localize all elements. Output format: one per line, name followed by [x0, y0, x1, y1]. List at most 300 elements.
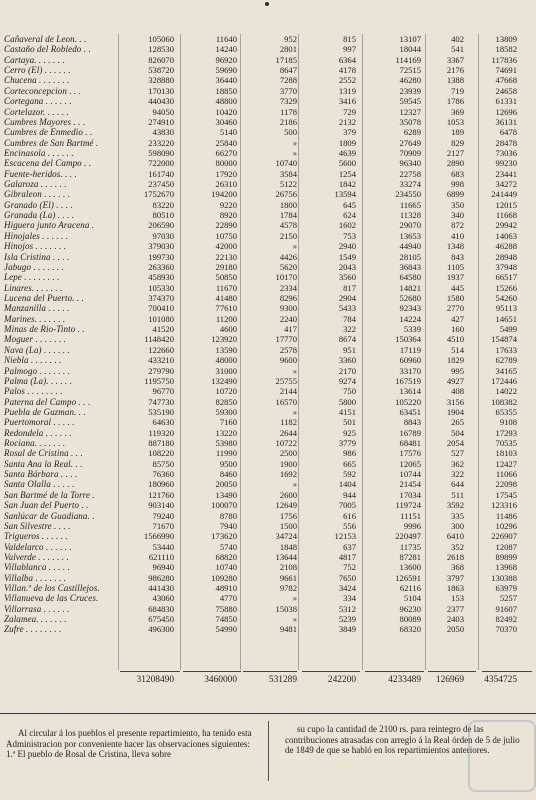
value-cell: 241449 [491, 189, 517, 200]
value-cell: 2377 [446, 603, 464, 614]
value-cell: 73036 [495, 147, 517, 158]
value-cell: 379 [343, 127, 356, 138]
value-cell: 68481 [399, 438, 421, 449]
value-cell: 592 [343, 469, 356, 480]
table-row [0, 521, 536, 531]
value-cell: 538720 [148, 65, 174, 76]
value-cell: 17119 [399, 344, 421, 355]
value-cell: 27649 [399, 137, 421, 148]
value-cell: 440430 [148, 96, 174, 107]
value-cell: 154874 [491, 334, 517, 345]
value-cell: 4600 [219, 324, 237, 335]
value-cell: 8843 [403, 417, 421, 428]
town-name: Higuera junto Aracena . [4, 220, 95, 231]
value-cell: 752 [343, 562, 356, 573]
value-cell: 59300 [215, 406, 237, 417]
value-cell: 35078 [399, 116, 421, 127]
table-row [0, 511, 536, 521]
value-cell: 2618 [446, 551, 464, 562]
table-row [0, 138, 536, 148]
value-cell: 97030 [152, 230, 174, 241]
value-cell: 22098 [495, 479, 517, 490]
value-cell: 63979 [495, 583, 517, 594]
value-cell: 1904 [446, 406, 464, 417]
value-cell: 63451 [399, 406, 421, 417]
table-row [0, 127, 536, 137]
town-name: Escacena del Campo . . [4, 158, 92, 169]
table-row [0, 86, 536, 96]
value-cell: 180960 [148, 479, 174, 490]
total-cell: 31208490 [136, 675, 174, 685]
value-cell: 1053 [446, 116, 464, 127]
table-row [0, 355, 536, 365]
town-name: Trigueros . . . . . . [4, 531, 68, 542]
value-cell: 5239 [338, 614, 356, 625]
value-cell: 2170 [338, 365, 356, 376]
town-name: Palma (La). . . . . . [4, 375, 73, 386]
section-divider [0, 713, 536, 714]
total-cell: 4233489 [388, 675, 421, 685]
value-cell: 1388 [446, 75, 464, 86]
value-cell: » [292, 241, 297, 252]
table-row [0, 604, 536, 614]
value-cell: 6410 [446, 531, 464, 542]
value-cell: 2108 [279, 562, 297, 573]
value-cell: 83220 [152, 199, 174, 210]
table-row [0, 428, 536, 438]
value-cell: 18103 [495, 448, 517, 459]
table-row [0, 448, 536, 458]
table-row [0, 220, 536, 230]
value-cell: 24658 [495, 85, 517, 96]
table-row [0, 386, 536, 396]
value-cell: » [292, 593, 297, 604]
value-cell: 12015 [495, 199, 517, 210]
value-cell: 1580 [446, 292, 464, 303]
town-name: Lepe . . . . . . . . [4, 272, 60, 283]
value-cell: 1800 [279, 199, 297, 210]
value-cell: 12427 [495, 458, 517, 469]
town-name: Moguer . . . . . . . [4, 334, 66, 345]
value-cell: 9220 [219, 199, 237, 210]
value-cell: 62116 [399, 583, 421, 594]
table-row [0, 500, 536, 510]
value-cell: 237450 [148, 179, 174, 190]
value-cell: 458930 [148, 272, 174, 283]
total-cell: 126969 [435, 675, 464, 685]
value-cell: 535190 [148, 406, 174, 417]
value-cell: 5312 [338, 603, 356, 614]
value-cell: 514 [451, 344, 464, 355]
value-cell: 2403 [446, 614, 464, 625]
town-name: Valverde . . . . . . . [4, 551, 69, 562]
value-cell: 13220 [215, 427, 237, 438]
value-cell: 34272 [495, 179, 517, 190]
total-rule [120, 671, 180, 672]
value-cell: 8920 [219, 210, 237, 221]
table-row [0, 376, 536, 386]
value-cell: 6899 [446, 189, 464, 200]
value-cell: 829 [451, 137, 464, 148]
value-cell: 7329 [279, 96, 297, 107]
value-cell: 92343 [399, 303, 421, 314]
town-name: Granada (La) . . . . [4, 210, 75, 221]
value-cell: 41480 [215, 292, 237, 303]
value-cell: 70909 [399, 147, 421, 158]
table-row [0, 303, 536, 313]
value-cell: 12065 [399, 458, 421, 469]
value-cell: 2500 [279, 448, 297, 459]
value-cell: 5740 [219, 541, 237, 552]
town-name: Santa Bárbara . . . . [4, 469, 78, 480]
total-rule [365, 671, 424, 672]
value-cell: 747730 [148, 396, 174, 407]
value-cell: 11328 [399, 210, 421, 221]
value-cell: 1182 [280, 417, 297, 428]
value-cell: 220497 [395, 531, 421, 542]
value-cell: 71670 [152, 520, 174, 531]
value-cell: 3367 [446, 54, 464, 65]
town-name: Isla Cristina . . . . [4, 251, 70, 262]
value-cell: 1348 [446, 241, 464, 252]
town-name: Rociana. . . . . . . [4, 438, 66, 449]
value-cell: 74850 [215, 614, 237, 625]
town-name: Gibraleon . . . . . . [4, 189, 71, 200]
value-cell: 11640 [215, 34, 237, 44]
value-cell: 1900 [279, 458, 297, 469]
value-cell: 616 [343, 510, 356, 521]
value-cell: 25840 [215, 137, 237, 148]
value-cell: 379030 [148, 241, 174, 252]
value-cell: 117836 [491, 54, 517, 65]
table-row [0, 593, 536, 603]
table-row [0, 44, 536, 54]
value-cell: 14022 [495, 386, 517, 397]
value-cell: 48910 [215, 583, 237, 594]
value-cell: 16789 [399, 427, 421, 438]
value-cell: 64580 [399, 272, 421, 283]
value-cell: 14240 [215, 44, 237, 55]
value-cell: 2578 [279, 344, 297, 355]
value-cell: 9782 [279, 583, 297, 594]
value-cell: 17545 [495, 489, 517, 500]
value-cell: 951 [343, 344, 356, 355]
value-cell: 1786 [446, 96, 464, 107]
town-name: Villalba . . . . . . . [4, 572, 67, 583]
value-cell: 18582 [495, 44, 517, 55]
value-cell: 95113 [495, 303, 517, 314]
value-cell: 9274 [338, 375, 356, 386]
value-cell: 13809 [495, 34, 517, 44]
value-cell: 274910 [148, 116, 174, 127]
value-cell: 4426 [279, 251, 297, 262]
value-cell: 79240 [152, 510, 174, 521]
table-row [0, 272, 536, 282]
value-cell: 1178 [280, 106, 297, 117]
value-cell: 2043 [338, 261, 356, 272]
table-row [0, 231, 536, 241]
value-cell: 1148420 [144, 334, 174, 345]
value-cell: 7160 [219, 417, 237, 428]
value-cell: 11670 [215, 282, 237, 293]
value-cell: 352 [451, 541, 464, 552]
value-cell: 16570 [275, 396, 297, 407]
value-cell: 54990 [215, 624, 237, 635]
value-cell: 132490 [211, 375, 237, 386]
table-row [0, 562, 536, 572]
value-cell: 13644 [275, 551, 297, 562]
value-cell: 5433 [338, 303, 356, 314]
value-cell: 2890 [446, 158, 464, 169]
value-cell: 34724 [275, 531, 297, 542]
value-cell: 9300 [279, 303, 297, 314]
value-cell: 4178 [338, 65, 356, 76]
value-cell: 13107 [399, 34, 421, 44]
value-cell: 817 [343, 282, 356, 293]
total-rule [243, 671, 297, 672]
town-name: San Silvestre . . . . [4, 520, 71, 531]
value-cell: 8780 [219, 510, 237, 521]
totals-row [0, 675, 536, 689]
value-cell: 18850 [215, 85, 237, 96]
table-row [0, 366, 536, 376]
value-cell: 72515 [399, 65, 421, 76]
table-row [0, 614, 536, 624]
value-cell: 36843 [399, 261, 421, 272]
value-cell: 952 [284, 34, 297, 44]
value-cell: 753 [343, 230, 356, 241]
total-cell: 531289 [268, 675, 297, 685]
value-cell: 527 [451, 448, 464, 459]
table-row [0, 469, 536, 479]
table-row [0, 117, 536, 127]
value-cell: 10740 [275, 158, 297, 169]
table-row [0, 552, 536, 562]
value-cell: 8647 [279, 65, 297, 76]
value-cell: 11151 [400, 510, 421, 521]
value-cell: 541 [451, 44, 464, 55]
value-cell: 50850 [215, 272, 237, 283]
value-cell: 2144 [279, 386, 297, 397]
value-cell: 1848 [279, 541, 297, 552]
value-cell: 82492 [495, 614, 517, 625]
value-cell: 1105 [447, 261, 464, 272]
value-cell: 496300 [148, 624, 174, 635]
value-cell: 17770 [275, 334, 297, 345]
value-cell: 944 [343, 489, 356, 500]
value-cell: 410 [451, 230, 464, 241]
value-cell: » [292, 479, 297, 490]
value-cell: 14063 [495, 230, 517, 241]
table-row [0, 407, 536, 417]
value-cell: 986 [343, 448, 356, 459]
value-cell: 4817 [338, 551, 356, 562]
value-cell: 44940 [399, 241, 421, 252]
value-cell: 46288 [495, 241, 517, 252]
town-name: Puertomoral . . . . . [4, 417, 75, 428]
value-cell: 14821 [399, 282, 421, 293]
value-cell: 130388 [491, 572, 517, 583]
value-cell: 96340 [399, 158, 421, 169]
town-name: Santa Ana la Real. . . [4, 458, 83, 469]
total-cell: 242200 [327, 675, 356, 685]
value-cell: 3592 [446, 500, 464, 511]
value-cell: 160 [451, 324, 464, 335]
value-cell: 26756 [275, 189, 297, 200]
value-cell: 1756 [279, 510, 297, 521]
value-cell: 1254 [338, 168, 356, 179]
value-cell: 986280 [148, 572, 174, 583]
value-cell: 925 [343, 427, 356, 438]
value-cell: 402 [451, 34, 464, 44]
value-cell: 65355 [495, 406, 517, 417]
value-cell: 23939 [399, 85, 421, 96]
value-cell: 7005 [338, 500, 356, 511]
value-cell: » [292, 137, 297, 148]
table-row [0, 148, 536, 158]
value-cell: 17920 [215, 168, 237, 179]
town-name: Corteconcepcion . . . [4, 85, 82, 96]
town-name: San Juan del Puerto . . [4, 500, 89, 511]
value-cell: 6289 [403, 127, 421, 138]
value-cell: 108382 [491, 396, 517, 407]
value-cell: 3156 [446, 396, 464, 407]
total-rule [302, 671, 360, 672]
value-cell: 29070 [399, 220, 421, 231]
table-row [0, 200, 536, 210]
value-cell: 887180 [148, 438, 174, 449]
value-cell: 82850 [215, 396, 237, 407]
value-cell: 12696 [495, 106, 517, 117]
table-row [0, 531, 536, 541]
table-row [0, 438, 536, 448]
town-name: Granado (El) . . . . [4, 199, 73, 210]
value-cell: 66270 [215, 147, 237, 158]
value-cell: 119724 [395, 500, 421, 511]
value-cell: 2940 [338, 241, 356, 252]
value-cell: 6364 [338, 54, 356, 65]
value-cell: 10744 [399, 469, 421, 480]
value-cell: 8460 [219, 469, 237, 480]
value-cell: 665 [343, 458, 356, 469]
value-cell: 10170 [275, 272, 297, 283]
library-stamp [468, 720, 536, 792]
value-cell: 1863 [446, 583, 464, 594]
table-row [0, 542, 536, 552]
total-rule [428, 671, 476, 672]
value-cell: 500 [284, 127, 297, 138]
value-cell: 10296 [495, 520, 517, 531]
value-cell: 14651 [495, 313, 517, 324]
value-cell: 13614 [399, 386, 421, 397]
value-cell: 23441 [495, 168, 517, 179]
table-row [0, 583, 536, 593]
value-cell: 59690 [215, 65, 237, 76]
town-name: Cumbres de Enmedio . . [4, 127, 93, 138]
value-cell: 66517 [495, 272, 517, 283]
value-cell: 3797 [446, 572, 464, 583]
value-cell: 2334 [279, 282, 297, 293]
value-cell: 109280 [211, 572, 237, 583]
value-cell: 17293 [495, 427, 517, 438]
value-cell: 70535 [495, 438, 517, 449]
value-cell: 9600 [279, 355, 297, 366]
value-cell: 12649 [275, 500, 297, 511]
value-cell: 3424 [338, 583, 356, 594]
table-row [0, 107, 536, 117]
value-cell: 2801 [279, 44, 297, 55]
town-name: Lucena del Puerto. . . [4, 292, 84, 303]
value-cell: 4770 [219, 593, 237, 604]
value-cell: 501 [343, 417, 356, 428]
town-name: Cartaya. . . . . . . [4, 54, 65, 65]
table-row [0, 189, 536, 199]
value-cell: 34165 [495, 365, 517, 376]
value-cell: 173620 [211, 531, 237, 542]
town-name: Galaroza . . . . . . [4, 179, 67, 190]
town-name: Manzanilla . . . . . [4, 303, 70, 314]
town-name: Minas de Rio-Tinto . . [4, 324, 85, 335]
value-cell: 1602 [338, 220, 356, 231]
value-cell: 2150 [279, 230, 297, 241]
table-row [0, 624, 536, 634]
value-cell: » [292, 147, 297, 158]
value-cell: 8296 [279, 292, 297, 303]
value-cell: 815 [343, 34, 356, 44]
value-cell: 322 [343, 324, 356, 335]
value-cell: 54260 [495, 292, 517, 303]
table-row [0, 55, 536, 65]
value-cell: 4639 [338, 147, 356, 158]
town-name: Rosal de Cristina . . . [4, 448, 83, 459]
value-cell: 322 [451, 469, 464, 480]
value-cell: 6478 [499, 127, 517, 138]
value-cell: 108220 [148, 448, 174, 459]
value-cell: 1752670 [143, 189, 174, 200]
value-cell: 22130 [215, 251, 237, 262]
value-cell: 722000 [148, 158, 174, 169]
town-name: Paterna del Campo . . . [4, 396, 91, 407]
value-cell: 28105 [399, 251, 421, 262]
value-cell: 2240 [279, 313, 297, 324]
table-row [0, 179, 536, 189]
value-cell: 17185 [275, 54, 297, 65]
value-cell: 2132 [338, 116, 356, 127]
value-cell: 1784 [279, 210, 297, 221]
value-cell: 10750 [215, 230, 237, 241]
value-cell: 433210 [148, 355, 174, 366]
value-cell: 170130 [148, 85, 174, 96]
total-rule [482, 671, 532, 672]
value-cell: 504 [451, 427, 464, 438]
total-cell: 3460000 [204, 675, 237, 685]
value-cell: 17034 [399, 489, 421, 500]
value-cell: 5800 [338, 396, 356, 407]
value-cell: 89899 [495, 551, 517, 562]
value-cell: 25755 [275, 375, 297, 386]
value-cell: 53980 [215, 438, 237, 449]
value-cell: 7940 [219, 520, 237, 531]
value-cell: 9108 [499, 417, 517, 428]
value-cell: 7650 [338, 572, 356, 583]
value-cell: 29180 [215, 261, 237, 272]
town-name: Chucena . . . . . . . [4, 75, 70, 86]
value-cell: 441430 [148, 583, 174, 594]
value-cell: 31000 [215, 365, 237, 376]
value-cell: 11665 [399, 199, 421, 210]
value-cell: 96770 [152, 386, 174, 397]
value-cell: 621110 [148, 551, 174, 562]
